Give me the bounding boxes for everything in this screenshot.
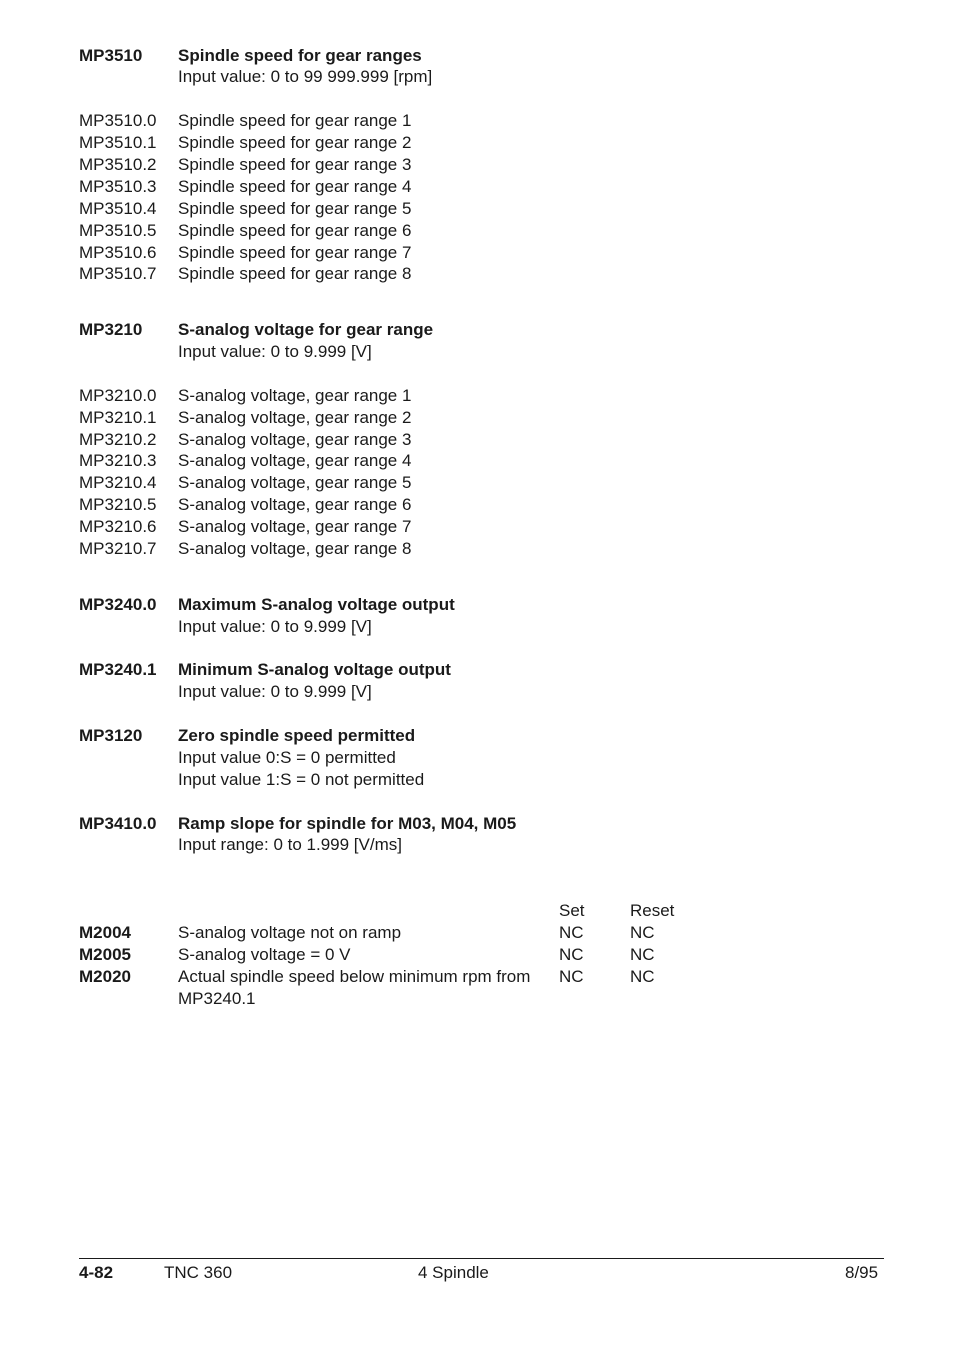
item-code: MP3510.4 — [79, 199, 157, 218]
item-text: S-analog voltage, gear range 1 — [178, 386, 412, 405]
parameter-title: S-analog voltage for gear range — [178, 320, 434, 339]
input-value-text: Input value 1:S = 0 not permitted — [178, 770, 425, 789]
item-code: MP3510.3 — [79, 177, 157, 196]
parameter-code: MP3410.0 — [79, 814, 157, 833]
edition-date: 8/95 — [845, 1263, 879, 1282]
marker-text: Actual spindle speed below minimum rpm from — [178, 967, 531, 986]
item-code: MP3210.1 — [79, 408, 157, 427]
marker-text: S-analog voltage = 0 V — [178, 945, 351, 964]
item-text: S-analog voltage, gear range 6 — [178, 495, 412, 514]
item-code: MP3210.4 — [79, 473, 157, 492]
input-value-text: Input value 0:S = 0 permitted — [178, 748, 396, 767]
item-text: Spindle speed for gear range 5 — [178, 199, 412, 218]
item-text: Spindle speed for gear range 8 — [178, 264, 412, 283]
chapter-title: 4 Spindle — [418, 1263, 489, 1282]
parameter-title: Zero spindle speed permitted — [178, 726, 416, 745]
product-name: TNC 360 — [164, 1263, 233, 1282]
item-code: MP3510.7 — [79, 264, 157, 283]
marker-code: M2004 — [79, 923, 131, 942]
input-range-text: Input value: 0 to 9.999 [V] — [178, 342, 372, 361]
marker-reset: NC — [630, 945, 655, 964]
parameter-title: Ramp slope for spindle for M03, M04, M05 — [178, 814, 517, 833]
parameter-code: MP3210 — [79, 320, 143, 339]
item-text: S-analog voltage, gear range 7 — [178, 517, 412, 536]
set-column-header: Set — [559, 901, 585, 920]
parameter-title: Maximum S-analog voltage output — [178, 595, 455, 614]
item-text: S-analog voltage, gear range 3 — [178, 430, 412, 449]
input-range-text: Input range: 0 to 1.999 [V/ms] — [178, 835, 402, 854]
item-code: MP3510.6 — [79, 243, 157, 262]
parameter-code: MP3240.0 — [79, 595, 157, 614]
page-number: 4-82 — [79, 1263, 114, 1282]
parameter-code: MP3120 — [79, 726, 143, 745]
marker-set: NC — [559, 945, 584, 964]
item-text: S-analog voltage, gear range 4 — [178, 451, 412, 470]
marker-reset: NC — [630, 967, 655, 986]
input-range-text: Input value: 0 to 9.999 [V] — [178, 617, 372, 636]
item-text: Spindle speed for gear range 7 — [178, 243, 412, 262]
item-code: MP3510.0 — [79, 111, 157, 130]
marker-code: M2005 — [79, 945, 131, 964]
reset-column-header: Reset — [630, 901, 675, 920]
item-code: MP3210.0 — [79, 386, 157, 405]
item-code: MP3210.2 — [79, 430, 157, 449]
item-code: MP3210.6 — [79, 517, 157, 536]
marker-code: M2020 — [79, 967, 131, 986]
marker-set: NC — [559, 967, 584, 986]
parameter-code: MP3510 — [79, 46, 143, 65]
item-code: MP3210.3 — [79, 451, 157, 470]
item-text: S-analog voltage, gear range 5 — [178, 473, 412, 492]
parameter-code: MP3240.1 — [79, 660, 157, 679]
marker-text: S-analog voltage not on ramp — [178, 923, 402, 942]
marker-set: NC — [559, 923, 584, 942]
item-text: Spindle speed for gear range 3 — [178, 155, 412, 174]
item-code: MP3210.7 — [79, 539, 157, 558]
parameter-title: Spindle speed for gear ranges — [178, 46, 422, 65]
item-text: Spindle speed for gear range 2 — [178, 133, 412, 152]
item-text: Spindle speed for gear range 4 — [178, 177, 412, 196]
marker-text-continued: MP3240.1 — [178, 989, 256, 1008]
item-text: Spindle speed for gear range 1 — [178, 111, 412, 130]
item-code: MP3210.5 — [79, 495, 157, 514]
item-text: Spindle speed for gear range 6 — [178, 221, 412, 240]
input-range-text: Input value: 0 to 9.999 [V] — [178, 682, 372, 701]
item-text: S-analog voltage, gear range 8 — [178, 539, 412, 558]
marker-reset: NC — [630, 923, 655, 942]
parameter-title: Minimum S-analog voltage output — [178, 660, 451, 679]
footer-divider — [79, 1258, 884, 1259]
item-code: MP3510.5 — [79, 221, 157, 240]
item-code: MP3510.1 — [79, 133, 157, 152]
input-range-text: Input value: 0 to 99 999.999 [rpm] — [178, 67, 433, 86]
item-code: MP3510.2 — [79, 155, 157, 174]
item-text: S-analog voltage, gear range 2 — [178, 408, 412, 427]
